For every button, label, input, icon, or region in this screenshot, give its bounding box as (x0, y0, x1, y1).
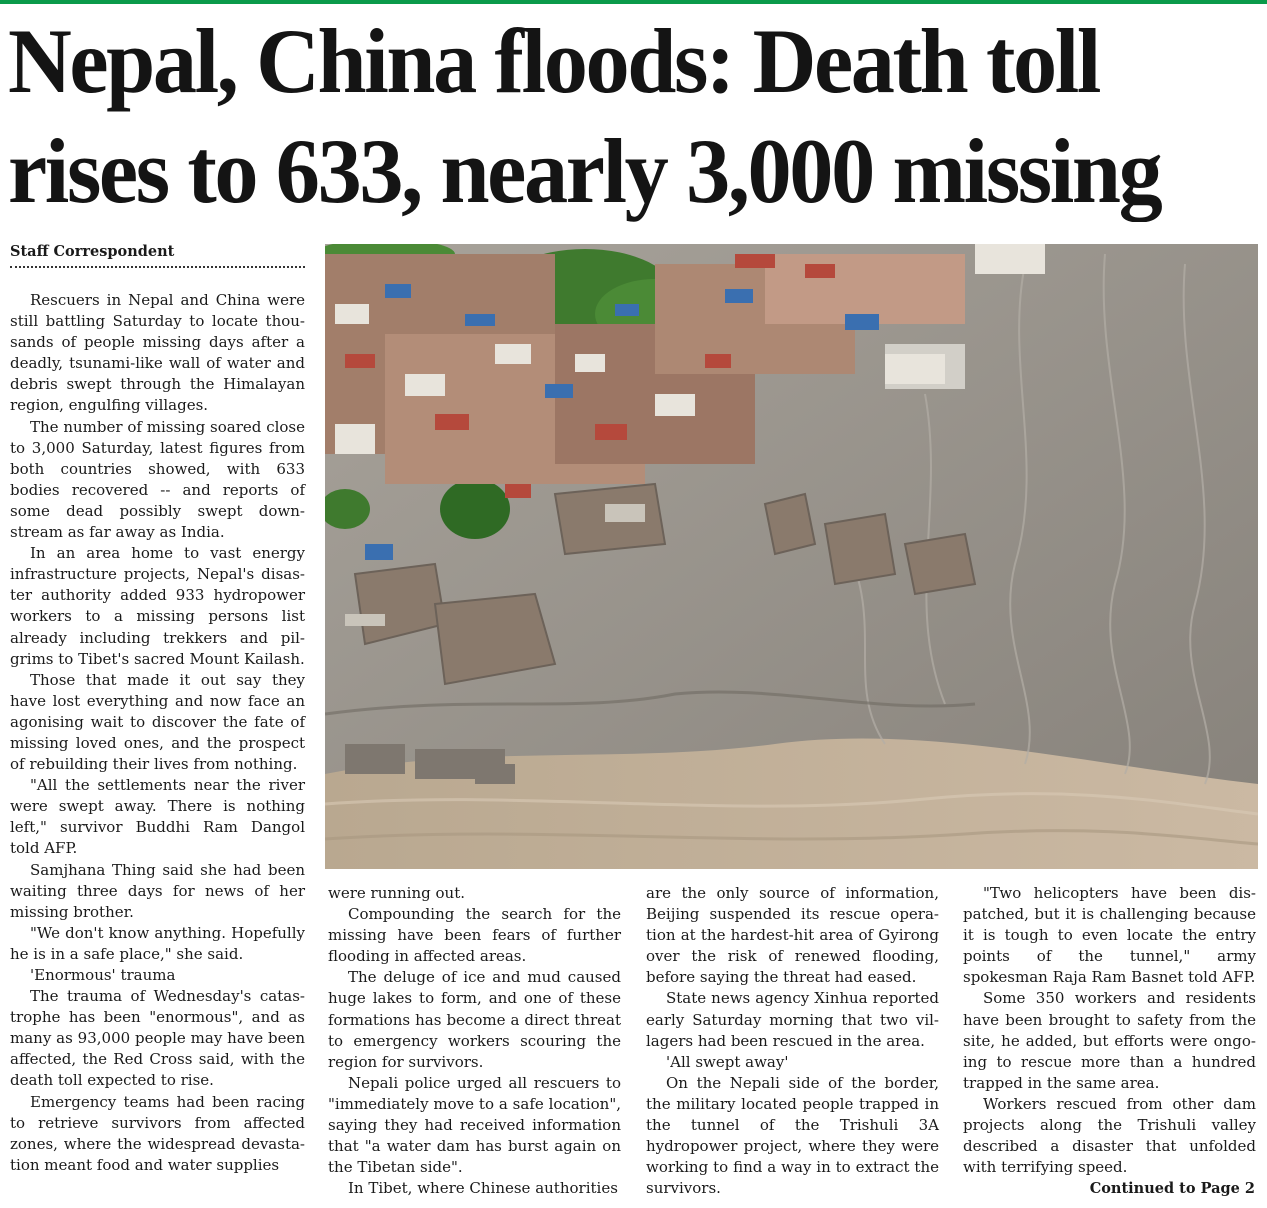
flood-photo-illustration (325, 244, 1258, 869)
paragraph: are the only source of information, Beijing suspended its rescue operation at the hardest-hit area of Gyirong over the risk of renewed flooding, before saying the threat had eased. (646, 884, 939, 987)
paragraph: were running out. (328, 884, 465, 902)
article-column-2 (328, 883, 621, 1199)
paragraph: Samjhana Thing said she had been waiting three days for news of her missing brother. (10, 860, 305, 921)
paragraph: The deluge of ice and mud caused huge lakes to form, and one of these formations has become a direct threat to emergency workers scouring the region for survivors. (328, 968, 621, 1071)
paragraph: "We don't know anything. Hopefully he is in a safe place," she said. (10, 923, 305, 963)
flood-aerial-photo (325, 244, 1258, 869)
subheading: 'Enormous' trauma (30, 966, 176, 984)
headline: Nepal, China floods: Death toll rises to 633, nearly 3,000 missing (8, 10, 1161, 222)
paragraph: In Tibet, where Chinese authorities (348, 1179, 618, 1198)
paragraph: Rescuers in Nepal and China were still battling Saturday to locate thousands of people missing days after a deadly, tsunami-like wall of water and debris swept through the Himalayan region, engulfing villages. (10, 291, 305, 415)
paragraph: Compounding the search for the missing have been fears of further flooding in affected areas. (328, 905, 621, 966)
byline: Staff Correspondent (10, 243, 305, 268)
subheading: 'All swept away' (666, 1052, 789, 1071)
paragraph: "All the settlements near the river were swept away. There is nothing left," survivor Buddhi Ram Dangol told AFP. (10, 776, 305, 858)
paragraph: State news agency Xinhua reported early Saturday morning that two villagers had been rescued in the area. (646, 989, 939, 1050)
paragraph: Emergency teams had been racing to retrieve survivors from affected zones, where the widespread devastation meant food and water supplies (10, 1092, 305, 1174)
paragraph: Workers rescued from other dam projects along the Trishuli valley described a disaster that unfolded with terrifying speed. (963, 1094, 1256, 1177)
article-column-4 (963, 883, 1256, 1178)
paragraph: The trauma of Wednesday's catastrophe has been "enormous", and as many as 93,000 people may have been affected, the Red Cross said, with the death toll expected to rise. (10, 987, 305, 1090)
paragraph: The number of missing soared close to 3,000 Saturday, latest figures from both countries showed, with 633 bodies recovered -- and reports of some dead possibly swept downstream as far away as India. (10, 417, 305, 542)
paragraph: Those that made it out say they have lost everything and now face an agonising wait to discover the fate of missing loved ones, and the prospect of rebuilding their lives from nothing. (10, 670, 305, 774)
top-accent-bar (0, 0, 1267, 4)
article-column-3 (646, 883, 939, 1199)
paragraph: Nepali police urged all rescuers to "immediately move to a safe location", saying they had received information that "a water dam has burst again on the Tibetan side". (328, 1073, 621, 1177)
continued-notice: Continued to Page 2 (1089, 1180, 1255, 1197)
paragraph: Some 350 workers and residents have been brought to safety from the site, he added, but efforts were ongoing to rescue more than a hundred trapped in the same area. (963, 989, 1256, 1092)
paragraph: "Two helicopters have been dispatched, but it is challenging because it is tough to even locate the entry points of the tunnel," army spokesman Raja Ram Basnet told AFP. (963, 884, 1256, 987)
article-column-1 (10, 290, 305, 1176)
paragraph: In an area home to vast energy infrastructure projects, Nepal's disaster authority added 933 hydropower workers to a missing persons list already including trekkers and pilgrims to Tibet's sacred Mount Kailash. (10, 544, 305, 668)
paragraph: On the Nepali side of the border, the military located people trapped in the tunnel of the Trishuli 3A hydropower project, where they were working to find a way in to extract the survivors. (646, 1073, 939, 1198)
